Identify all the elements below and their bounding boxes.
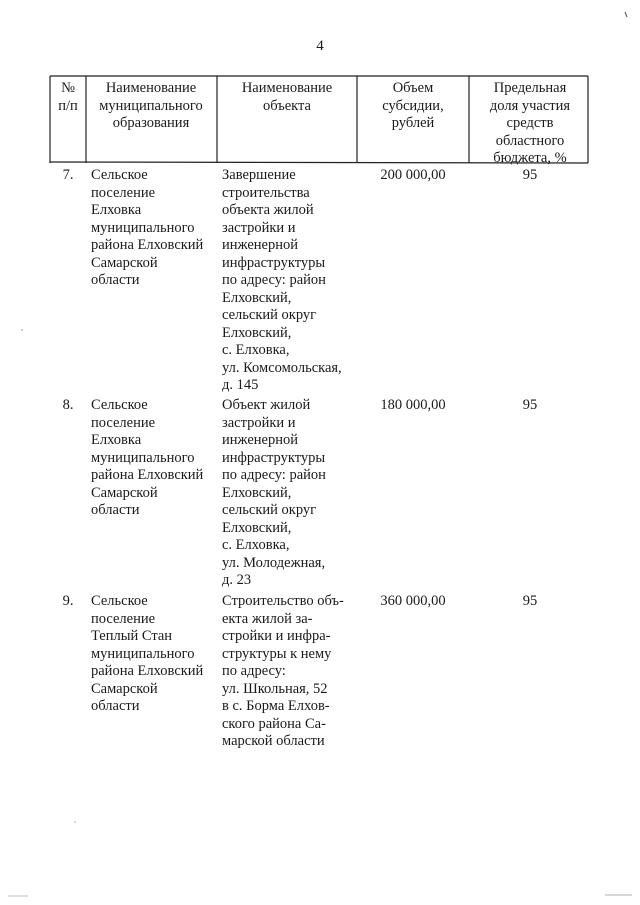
scan-mark bbox=[21, 329, 23, 331]
header-number: № п/п bbox=[58, 80, 78, 114]
row-number: 7. bbox=[62, 167, 74, 183]
row-object: Объект жилой застройки и инженерной инфраструктуры по адресу: район Елховский, сельский округ Елховский, с. Елховка, ул. Молодежная, д. 23 bbox=[222, 397, 326, 588]
row-share: 95 bbox=[522, 593, 538, 609]
header-object: Наименование объекта bbox=[241, 80, 333, 114]
row-municipality: Сельское поселение Елховка муниципального района Елховский Самарской области bbox=[91, 397, 204, 518]
page-number: 4 bbox=[316, 38, 324, 54]
scan-mark bbox=[625, 12, 627, 17]
row-amount: 180 000,00 bbox=[380, 397, 446, 413]
row-object: Завершение строительства объекта жилой застройки и инженерной инфраструктуры по адресу: район Елховский, сельский округ Елховский, с. Елховка, ул. Комсомольская, д. 145 bbox=[222, 167, 342, 393]
row-number: 8. bbox=[62, 397, 74, 413]
row-amount: 360 000,00 bbox=[380, 593, 446, 609]
row-object: Строительство объ- екта жилой за- стройки и инфра- структуры к нему по адресу: ул. Школьная, 52 в с. Борма Елхов- ского района Са- марской области bbox=[222, 593, 344, 749]
header-share: Предельная доля участия средств областного бюджета, % bbox=[489, 80, 571, 166]
row-number: 9. bbox=[62, 593, 74, 609]
header-amount: Объем субсидии, рублей bbox=[382, 80, 444, 131]
header-municipality: Наименование муниципального образования bbox=[99, 80, 203, 131]
row-municipality: Сельское поселение Теплый Стан муниципального района Елховский Самарской области bbox=[91, 593, 204, 714]
scan-mark bbox=[74, 821, 76, 823]
row-municipality: Сельское поселение Елховка муниципального района Елховский Самарской области bbox=[91, 167, 204, 288]
row-share: 95 bbox=[522, 167, 538, 183]
row-amount: 200 000,00 bbox=[380, 167, 446, 183]
row-share: 95 bbox=[522, 397, 538, 413]
